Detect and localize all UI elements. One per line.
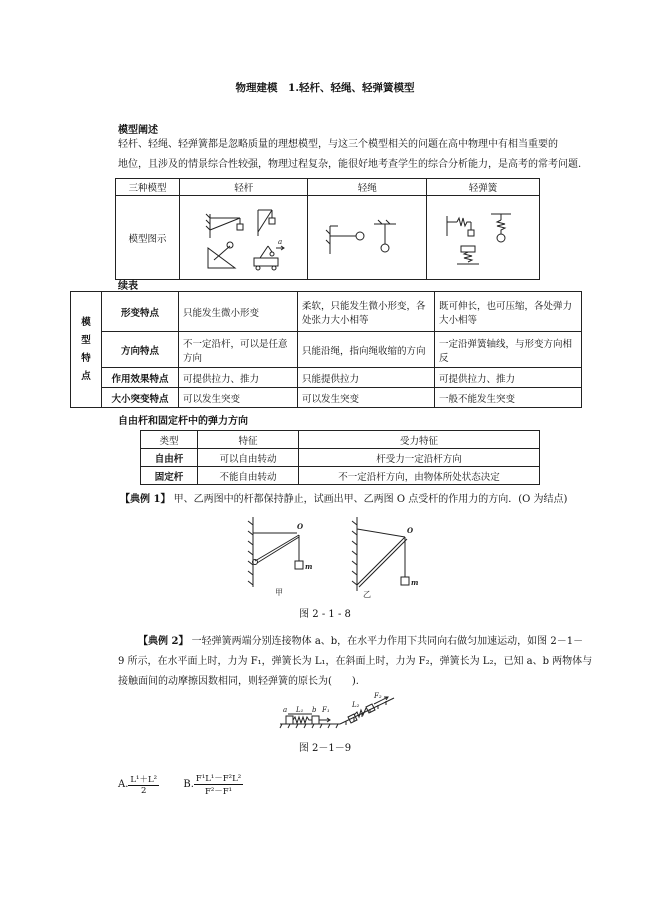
cell-rod-effect: 可提供拉力、推力: [179, 368, 298, 388]
continued-label: 续表: [118, 281, 138, 292]
header-feature: 特征: [198, 431, 299, 449]
label-l1: L₁: [296, 706, 304, 714]
cell-rope-deformation: 柔软，只能发生微小形变，各处张力大小相等: [298, 292, 435, 332]
feature-free-rod: 可以自由转动: [198, 449, 299, 467]
row-label-effect: 作用效果特点: [102, 368, 179, 388]
rod-types-table: [140, 430, 540, 485]
feature-fixed-rod: 不能自由转动: [198, 467, 299, 485]
rod-diagram-cell: [179, 196, 308, 280]
svg-text:a: a: [277, 238, 283, 246]
spring-diagram-cell: [427, 196, 540, 280]
example-1-label: 【典例 1】: [120, 494, 171, 505]
cell-spring-direction: 一定沿弹簧轴线，与形变方向相反: [435, 332, 582, 368]
label-f1: F₁: [322, 706, 330, 714]
type-free-rod: 自由杆: [141, 449, 198, 467]
label-f2: F₂: [374, 692, 382, 700]
group-char: 点: [81, 370, 91, 382]
intro-paragraph: [118, 135, 582, 175]
cell-rod-direction: 不一定沿杆，可以是任意方向: [179, 332, 298, 368]
figure-2-1-9: [278, 690, 398, 735]
group-char: 型: [81, 334, 91, 346]
features-table: [70, 291, 582, 408]
intro-line-1: 轻杆、轻绳、轻弹簧都是忽略质量的理想模型，与这三个模型相关的问题在高中物理中有相当重要的: [118, 139, 558, 150]
group-char: 模: [81, 316, 91, 328]
header-force: 受力特征: [299, 431, 540, 449]
choice-b-numerator: F¹L¹－F²L²: [195, 774, 242, 784]
label-o-jia: O: [297, 522, 304, 531]
label-b: b: [312, 706, 317, 714]
header-models: 三种模型: [116, 179, 180, 196]
cell-spring-effect: 可提供拉力、推力: [435, 368, 582, 388]
label-o-yi: O: [407, 526, 414, 535]
type-fixed-rod: 固定杆: [141, 467, 198, 485]
spring-diagram: [427, 196, 539, 276]
force-fixed-rod: 不一定沿杆方向，由物体所处状态决定: [299, 467, 540, 485]
example-1-text: 甲、乙两图中的杆都保持静止，试画出甲、乙两图 O 点受杆的作用力的方向．(O 为结点): [173, 494, 568, 505]
cell-rope-sudden: 可以发生突变: [298, 388, 435, 408]
cell-rod-deformation: 只能发生微小形变: [179, 292, 298, 332]
label-m-jia: m: [305, 562, 313, 571]
choice-a[interactable]: [118, 775, 162, 796]
models-table: [115, 178, 540, 280]
section-heading-rod-types: 自由杆和固定杆中的弹力方向: [118, 416, 248, 427]
rope-diagram-cell: [308, 196, 427, 280]
section-heading-model: 模型阐述: [118, 125, 158, 136]
header-rope: 轻绳: [308, 179, 427, 196]
example-2-line-3: 接触面间的动摩擦因数相同，则轻弹簧的原长为( ).: [118, 676, 359, 687]
choice-b-denominator: F²－F¹: [204, 787, 233, 797]
cell-rope-effect: 只能提供拉力: [298, 368, 435, 388]
header-spring: 轻弹簧: [427, 179, 540, 196]
rope-diagram: [308, 196, 418, 276]
example-2-line-2: 9 所示，在水平面上时，力为 F₁，弹簧长为 L₁，在斜面上时，力为 F₂，弹簧长为 L₂，已知 a、b 两物体与: [118, 656, 593, 667]
example-2: [118, 632, 593, 692]
label-yi: 乙: [363, 590, 371, 599]
answer-choices: [118, 772, 243, 797]
choice-b[interactable]: [183, 774, 243, 797]
row-label-sudden: 大小突变特点: [102, 388, 179, 408]
choice-b-fraction: [194, 772, 243, 797]
example-1: [120, 490, 567, 510]
label-a: a: [283, 706, 288, 714]
figure-2-1-8: [235, 515, 435, 600]
choice-a-denominator: 2: [141, 786, 147, 796]
label-l2: L₂: [352, 701, 360, 709]
cell-spring-sudden: 一般不能发生突变: [435, 388, 582, 408]
cell-rod-sudden: 可以发生突变: [179, 388, 298, 408]
label-m-yi: m: [411, 578, 419, 587]
row-label-diagram: 模型图示: [116, 196, 180, 280]
header-rod: 轻杆: [179, 179, 308, 196]
choice-a-numerator: L¹＋L²: [130, 775, 158, 785]
header-type: 类型: [141, 431, 198, 449]
caption-2-1-9: 图 2－1－9: [298, 743, 352, 754]
intro-line-2: 地位，且涉及的情景综合性较强，物理过程复杂，能很好地考查学生的综合分析能力，是高考的常考问题.: [118, 159, 582, 170]
row-label-deformation: 形变特点: [102, 292, 179, 332]
example-2-label: 【典例 2】: [138, 636, 189, 647]
group-char: 特: [81, 352, 91, 364]
group-label-features: [71, 292, 102, 408]
choice-a-fraction: [128, 773, 159, 796]
rod-diagram: [180, 196, 300, 276]
cell-rope-direction: 只能沿绳，指向绳收缩的方向: [298, 332, 435, 368]
row-label-direction: 方向特点: [102, 332, 179, 368]
force-free-rod: 杆受力一定沿杆方向: [299, 449, 540, 467]
page-title: 物理建模 1.轻杆、轻绳、轻弹簧模型: [235, 82, 415, 94]
label-jia: 甲: [275, 588, 283, 597]
cell-spring-deformation: 既可伸长，也可压缩，各处弹力大小相等: [435, 292, 582, 332]
example-2-line-1: 一轻弹簧两端分别连接物体 a、b，在水平力作用下共同向右做匀加速运动，如图 2－1－: [191, 636, 584, 647]
caption-2-1-8: 图 2 - 1 - 8: [299, 609, 351, 620]
choice-b-label: B.: [183, 779, 194, 790]
choice-a-label: A.: [118, 779, 129, 790]
